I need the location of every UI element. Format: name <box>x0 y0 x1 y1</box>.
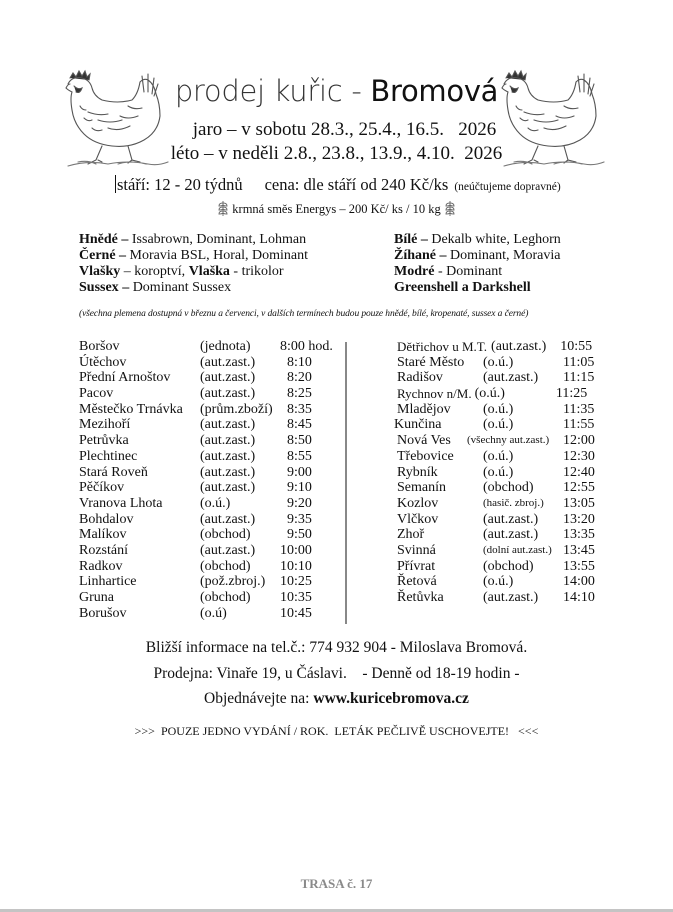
stop-location: (aut.zast.) <box>200 433 256 449</box>
breed-name: Černé <box>79 248 116 263</box>
schedule-row <box>79 512 347 528</box>
schedule-row <box>397 590 603 606</box>
stop-location: (obchod) <box>200 590 251 605</box>
age-price-line <box>115 175 561 195</box>
schedule-row <box>79 543 347 559</box>
stop-place: Radišov <box>397 370 443 386</box>
stop-location: (aut.zast.) <box>200 354 256 370</box>
stop-location: (o.ú.) <box>483 574 514 590</box>
stop-place: Řetová <box>397 574 437 590</box>
breed-desc: Dekalb white, Leghorn <box>431 232 561 247</box>
stop-location: (pož.zbroj.) <box>200 574 266 590</box>
breed-name: Vlašky <box>79 264 121 279</box>
breed-sep: – <box>117 232 132 247</box>
breed-item <box>394 264 561 280</box>
schedule-row <box>397 512 603 528</box>
schedule-row <box>79 386 347 402</box>
stop-time: 10:45 <box>280 605 312 621</box>
schedule-row <box>397 386 603 402</box>
stop-time: 8:10 <box>287 354 312 370</box>
stop-time: 11:35 <box>563 401 595 417</box>
stop-time: 8:50 <box>287 433 312 449</box>
stop-location: (prům.zboží) <box>200 401 273 417</box>
stop-time: 8:20 <box>287 370 312 386</box>
breed-item <box>394 232 561 248</box>
schedule-row <box>397 465 603 481</box>
stop-location: (obchod) <box>483 480 534 496</box>
stop-time: 12:00 <box>563 433 595 449</box>
schedule-row <box>79 527 347 543</box>
schedule-row <box>397 480 603 496</box>
schedule-row <box>79 606 347 622</box>
stop-place: Mezihoří <box>79 417 131 433</box>
breed-sep: – <box>120 264 135 279</box>
breed-sep: - <box>434 264 447 279</box>
breeds-right <box>394 232 561 296</box>
stop-time: 11:25 <box>555 386 588 402</box>
stop-place: Pěčíkov <box>79 480 125 496</box>
stop-place: Kozlov <box>397 495 439 511</box>
stop-place: Vlčkov <box>397 511 439 527</box>
stop-time: 8:00 hod. <box>280 339 333 354</box>
stop-location: (aut.zast.) <box>200 542 256 558</box>
schedule-row <box>397 543 603 559</box>
feed-text: krmná směs Energys – 200 Kč/ ks / 10 kg <box>232 202 441 216</box>
schedule-row <box>397 527 603 543</box>
breed-item <box>79 232 308 248</box>
shop-line: Prodejna: Vinaře 19, u Čáslavi. - Denně od 18-19 hodin - <box>153 665 520 682</box>
stop-time: 11:55 <box>563 417 595 433</box>
order-line <box>0 690 673 708</box>
schedule-row <box>79 480 347 496</box>
schedule-row <box>79 355 347 371</box>
spring-dates: jaro – v sobotu 28.3., 25.4., 16.5. 2026 <box>192 119 497 140</box>
schedule-row <box>79 496 347 512</box>
stop-time: 9:50 <box>287 527 312 543</box>
breeds-left <box>79 232 308 296</box>
stop-place: Semanín <box>397 480 446 496</box>
text-cursor <box>115 175 116 193</box>
stop-location: (aut.zast.) <box>483 527 539 543</box>
schedule-row <box>79 433 347 449</box>
stop-place: Plechtinec <box>79 448 138 464</box>
breed-desc: Dominant, Moravia <box>450 248 561 263</box>
stop-place: Borušov <box>79 605 127 621</box>
route-number: TRASA č. 17 <box>300 876 373 891</box>
breed-name: Modré <box>394 264 435 279</box>
stop-location: (aut.zast.) <box>200 448 256 464</box>
stop-place: Gruna <box>79 590 114 605</box>
stop-time: 14:10 <box>563 590 595 605</box>
price-note: (neúčtujeme dopravné) <box>454 181 561 193</box>
stop-time: 11:15 <box>563 370 595 386</box>
keep-warning: >>> POUZE JEDNO VYDÁNÍ / ROK. LETÁK PEČLIVĚ USCHOVEJTE! <<< <box>134 724 539 738</box>
stop-time: 10:00 <box>280 542 312 558</box>
stop-location: (o.ú) <box>200 605 227 621</box>
stop-time: 9:35 <box>287 511 312 527</box>
stop-location: (hasič. zbroj.) <box>483 496 544 509</box>
stop-time: 13:05 <box>563 495 595 511</box>
schedule-row <box>397 339 603 355</box>
schedule-row <box>79 449 347 465</box>
breed-sep: – <box>118 280 133 295</box>
stop-location: (o.ú.) <box>483 354 514 370</box>
schedule-row <box>397 574 603 590</box>
stop-location: (obchod) <box>200 527 251 543</box>
stop-place: Vranova Lhota <box>79 495 163 511</box>
stop-location: (aut.zast.) <box>200 511 256 527</box>
stop-time: 11:05 <box>563 354 595 370</box>
stop-time: 13:35 <box>563 527 595 543</box>
stop-place: Petrůvka <box>79 433 129 449</box>
stop-place: Malíkov <box>79 527 127 543</box>
availability-note: (všechna plemena dostupná v březnu a červenci, v dalších termínech budou pouze hnědé, bílé, kropenaté, sussex a černé) <box>79 309 529 319</box>
stop-location: (o.ú.) <box>483 401 514 417</box>
schedule-right <box>394 339 603 606</box>
schedule-row <box>394 417 603 433</box>
breed-item <box>79 264 308 280</box>
stop-place: Řetůvka <box>397 590 444 605</box>
stop-place: Nová Ves <box>397 433 451 449</box>
breed-desc: koroptví, <box>134 264 189 279</box>
stop-place: Dětřichov u M.T. <box>397 339 488 354</box>
breed-name: Žíhané <box>394 248 437 263</box>
title-prefix: prodej kuřic - <box>174 74 362 108</box>
stop-place: Staré Město <box>397 354 465 370</box>
stop-place: Rychnov n/M. <box>397 386 472 402</box>
stop-time: 12:55 <box>563 480 595 496</box>
breed-name: Greenshell a Darkshell <box>394 280 531 295</box>
stop-location: (aut.zast.) <box>483 370 539 386</box>
summer-dates: léto – v neděli 2.8., 23.8., 13.9., 4.10. 2026 <box>170 143 503 164</box>
schedule-row <box>397 449 603 465</box>
age-text: stáří: 12 - 20 týdnů <box>117 175 243 194</box>
website-link[interactable]: www.kuricebromova.cz <box>313 690 469 707</box>
stop-place: Třebovice <box>397 448 454 464</box>
stop-time: 13:45 <box>563 542 595 558</box>
stop-time: 10:55 <box>560 339 593 354</box>
schedule-row <box>79 559 347 575</box>
breed-item <box>394 248 561 264</box>
stop-place: Kunčina <box>394 417 442 433</box>
stop-time: 9:10 <box>287 480 312 496</box>
schedule-row <box>79 574 347 590</box>
title-name: Bromová <box>370 74 499 108</box>
stop-location: (aut.zast.) <box>200 370 256 386</box>
stop-location: (aut.zast.) <box>483 511 539 527</box>
stop-time: 12:30 <box>563 448 595 464</box>
schedule-row <box>397 433 603 449</box>
schedule-row <box>79 417 347 433</box>
stop-time: 10:10 <box>280 558 312 574</box>
stop-place: Radkov <box>79 558 123 574</box>
breed-sep: – <box>115 248 130 263</box>
schedule-row <box>397 355 603 371</box>
stop-location: (aut.zast.) <box>200 464 256 480</box>
stop-place: Pacov <box>79 386 114 402</box>
stop-location: (o.ú.) <box>474 386 505 402</box>
schedule-row <box>79 370 347 386</box>
column-divider <box>345 342 347 624</box>
schedule-row <box>397 496 603 512</box>
stop-place: Rybník <box>397 464 438 480</box>
schedule-row <box>79 402 347 418</box>
breed-desc: - trikolor <box>229 264 284 279</box>
stop-location: (o.ú.) <box>483 417 514 433</box>
breed-sep: – <box>417 232 432 247</box>
breed-name: Vlaška <box>188 264 230 279</box>
breed-desc: Issabrown, Dominant, Lohman <box>131 232 307 247</box>
stop-place: Zhoř <box>397 527 425 543</box>
stop-place: Stará Roveň <box>79 464 148 480</box>
order-prefix: Objednávejte na: <box>204 690 314 707</box>
stop-place: Bohdalov <box>79 511 134 527</box>
price-text: cena: dle stáří od 240 Kč/ks <box>264 175 449 194</box>
stop-place: Svinná <box>397 542 436 558</box>
stop-time: 8:25 <box>287 386 312 402</box>
breed-item <box>79 280 308 296</box>
schedule-row <box>79 590 347 606</box>
stop-time: 14:00 <box>563 574 595 590</box>
stop-location: (aut.zast.) <box>483 590 539 605</box>
phone-line: Bližší informace na tel.č.: 774 932 904 - Miloslava Bromová. <box>145 639 528 656</box>
stop-place: Boršov <box>79 339 120 354</box>
stop-place: Rozstání <box>79 542 128 558</box>
wheat-icon <box>217 199 229 217</box>
schedule-row <box>397 370 603 386</box>
stop-time: 8:45 <box>287 417 312 433</box>
stop-location: (o.ú.) <box>483 464 514 480</box>
stop-location: (obchod) <box>483 558 534 574</box>
breed-desc: Dominant Sussex <box>132 280 232 295</box>
stop-location: (aut.zast.) <box>200 417 256 433</box>
breed-item <box>79 248 308 264</box>
stop-time: 9:00 <box>287 464 312 480</box>
breed-desc: Dominant <box>446 264 503 279</box>
schedule-left <box>79 339 347 621</box>
stop-time: 8:55 <box>287 448 312 464</box>
page-title <box>0 74 673 108</box>
schedule-row <box>397 402 603 418</box>
stop-location: (aut.zast.) <box>200 480 256 496</box>
stop-place: Linhartice <box>79 574 137 590</box>
breed-sep: – <box>436 248 451 263</box>
stop-location: (dolní aut.zast.) <box>483 543 552 556</box>
stop-time: 13:55 <box>563 558 595 574</box>
stop-place: Útěchov <box>79 354 127 370</box>
wheat-icon <box>444 199 456 217</box>
feed-line <box>0 199 673 217</box>
breed-name: Bílé <box>394 232 418 247</box>
breed-item <box>394 280 561 296</box>
schedule-row <box>397 559 603 575</box>
stop-place: Přívrat <box>397 558 436 574</box>
stop-location: (o.ú.) <box>200 495 231 511</box>
stop-location: (obchod) <box>200 558 251 574</box>
stop-time: 13:20 <box>563 511 595 527</box>
stop-time: 10:25 <box>280 574 312 590</box>
schedule-row <box>79 465 347 481</box>
stop-location: (všechny aut.zast.) <box>467 434 550 447</box>
stop-time: 12:40 <box>563 464 595 480</box>
stop-place: Městečko Trnávka <box>79 401 183 417</box>
stop-time: 9:20 <box>287 495 312 511</box>
stop-place: Mladějov <box>397 401 451 417</box>
stop-place: Přední Arnoštov <box>79 370 171 386</box>
stop-time: 8:35 <box>287 401 312 417</box>
breed-name: Sussex <box>79 280 119 295</box>
breed-desc: Moravia BSL, Horal, Dominant <box>129 248 309 263</box>
stop-time: 10:35 <box>280 590 312 605</box>
stop-location: (jednota) <box>200 339 251 354</box>
stop-location: (aut.zast.) <box>491 339 547 354</box>
schedule-row <box>79 339 347 355</box>
stop-location: (aut.zast.) <box>200 386 256 402</box>
breed-name: Hnědé <box>79 232 118 247</box>
stop-location: (o.ú.) <box>483 448 514 464</box>
